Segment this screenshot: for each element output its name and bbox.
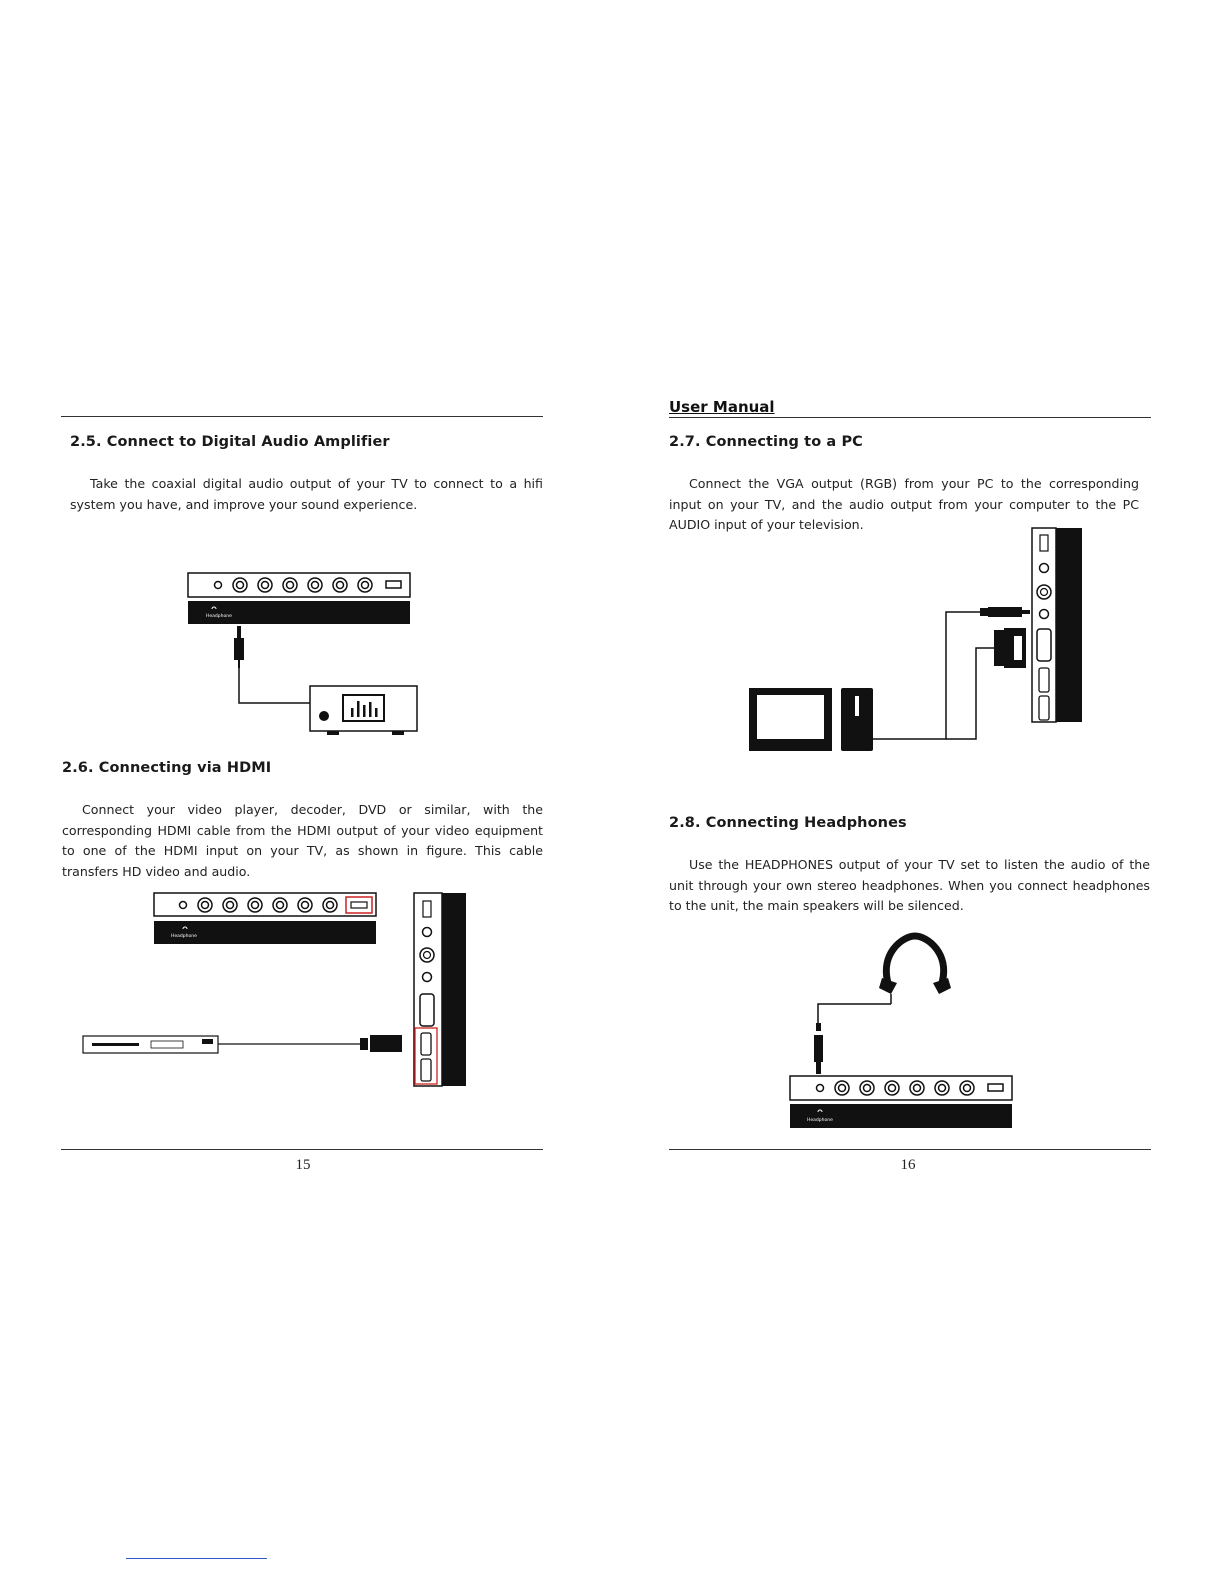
digital-audio-diagram <box>180 568 425 738</box>
headphone-label-hp: Headphone <box>807 1118 833 1123</box>
headphone-label: Headphone <box>206 614 232 619</box>
headphones-diagram <box>785 928 1020 1133</box>
pc-diagram <box>740 520 1090 755</box>
section-body-2-8: Use the HEADPHONES output of your TV set to listen the audio of the unit through your own stereo headphones. When you connect headphones to the unit, the main speakers will be silenced. <box>669 857 1150 913</box>
right-bottom-rule <box>669 1149 1151 1150</box>
header-title: User Manual <box>669 398 775 416</box>
section-body-2-5: Take the coaxial digital audio output of your TV to connect to a hifi system you have, and improve your sound experience. <box>70 476 543 512</box>
section-body-2-6: Connect your video player, decoder, DVD or similar, with the corresponding HDMI cable from the HDMI output of your video equipment to one of the HDMI input on your TV, as shown in figure. This cable transfers HD video and audio. <box>62 802 543 879</box>
right-top-rule <box>669 417 1151 418</box>
left-bottom-rule <box>61 1149 543 1150</box>
section-title-2-5: 2.5. Connect to Digital Audio Amplifier <box>70 434 390 450</box>
left-top-rule <box>61 416 543 417</box>
section-title-2-6: 2.6. Connecting via HDMI <box>62 760 272 776</box>
section-title-2-8: 2.8. Connecting Headphones <box>669 815 907 831</box>
footer-line <box>126 1558 267 1559</box>
section-body-2-7: Connect the VGA output (RGB) from your PC to the corresponding input on your TV, and the audio output from your computer to the PC AUDIO input of your television. <box>669 476 1139 532</box>
hdmi-diagram <box>80 890 470 1090</box>
headphone-label-hdmi: Headphone <box>171 934 197 939</box>
section-title-2-7: 2.7. Connecting to a PC <box>669 434 863 450</box>
page-number-right: 16 <box>900 1157 916 1173</box>
page-number-left: 15 <box>295 1157 311 1173</box>
